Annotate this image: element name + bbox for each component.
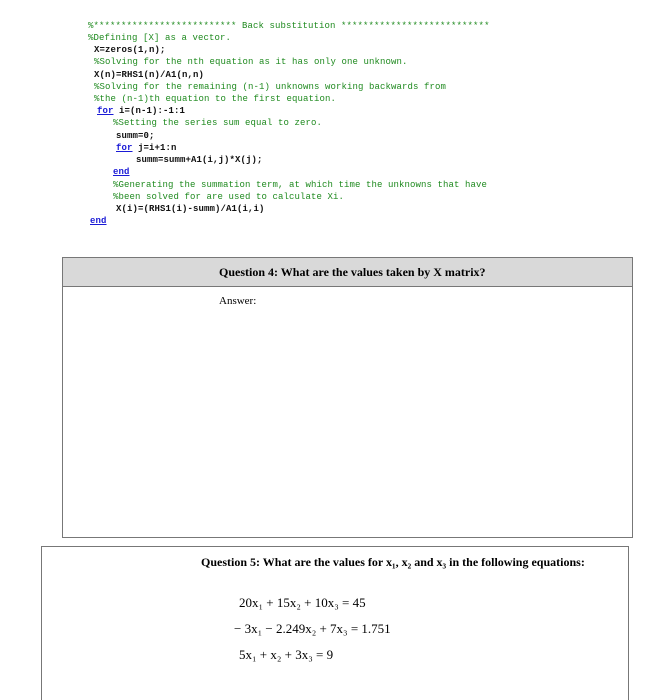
code-line-for-outer bbox=[97, 106, 185, 117]
code-line: X=zeros(1,n); bbox=[94, 45, 166, 55]
keyword-for: for bbox=[97, 106, 114, 116]
code-line-comment: %Generating the summation term, at which time the unknowns that have bbox=[113, 180, 488, 190]
question-5-box bbox=[41, 546, 629, 700]
question-4-box bbox=[62, 257, 633, 538]
question-4-header bbox=[63, 258, 632, 287]
keyword-end: end bbox=[113, 167, 130, 177]
code-line-comment: %Solving for the remaining (n-1) unknowns working backwards from bbox=[94, 82, 447, 92]
keyword-for: for bbox=[116, 143, 133, 153]
code-line: X(n)=RHS1(n)/A1(n,n) bbox=[94, 70, 205, 80]
code-line-comment: %the (n-1)th equation to the first equation. bbox=[94, 94, 337, 104]
answer-label: Answer: bbox=[219, 295, 257, 307]
equation-2: − 3x₁ − 2.249x₂ + 7x₃ = 1.751 bbox=[234, 621, 391, 636]
question-4-title: Question 4: What are the values taken by X matrix? bbox=[219, 265, 486, 279]
code-line-comment: %Solving for the nth equation as it has only one unknown. bbox=[94, 57, 408, 67]
code-line: X(i)=(RHS1(i)-summ)/A1(i,i) bbox=[116, 204, 265, 214]
code-line-back-substitution-header: %************************** Back substitution *************************** bbox=[88, 21, 490, 31]
equation-1: 20x₁ + 15x₂ + 10x₃ = 45 bbox=[239, 595, 366, 610]
equation-3: 5x₁ + x₂ + 3x₃ = 9 bbox=[239, 647, 334, 662]
question-5-title: Question 5: What are the values for x₁, x₂ and x₃ in the following equations: bbox=[201, 555, 585, 569]
code-line-comment: %been solved for are used to calculate Xi. bbox=[113, 192, 345, 202]
code-line-comment: %Defining [X] as a vector. bbox=[88, 33, 232, 43]
keyword-end: end bbox=[90, 216, 107, 226]
code-line-for-inner bbox=[116, 143, 177, 154]
code-line: summ=0; bbox=[116, 131, 155, 141]
code-text: j=i+1:n bbox=[132, 143, 177, 153]
code-line: summ=summ+A1(i,j)*X(j); bbox=[136, 155, 263, 165]
code-line-comment: %Setting the series sum equal to zero. bbox=[113, 118, 323, 128]
code-text: i=(n-1):-1:1 bbox=[113, 106, 186, 116]
